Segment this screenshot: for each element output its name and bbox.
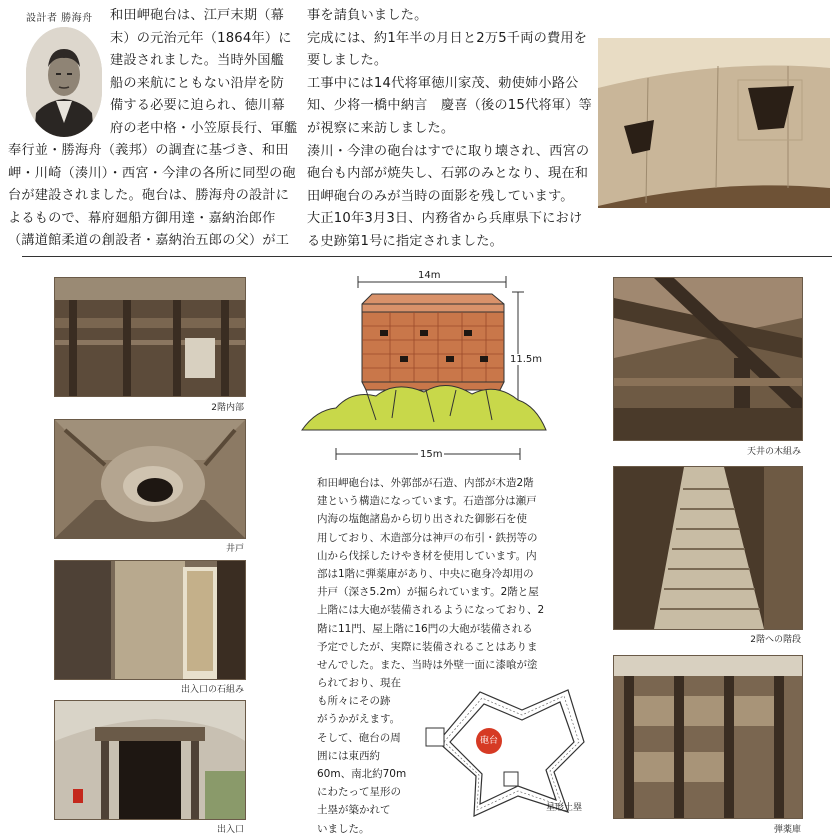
structure-line: られており、現在 [317,677,401,689]
structure-line: 階に11門、屋上階に16門の大砲が装備される [317,622,533,635]
intro-line: 船の来航にともない沿岸を防 [110,75,285,91]
caption-stairs: 2階への階段 [750,635,801,645]
section-divider [22,256,832,257]
photo-stone-wall-embrasures [598,38,830,208]
photo-ceiling-framework [613,277,803,441]
intro-line: （講道館柔道の創設者・嘉納治五郎の父）が工 [8,233,290,249]
structure-line: 囲には東西約 [317,749,380,762]
caption-entrance-stonework: 出入口の石組み [180,685,244,695]
caption-entrance: 出入口 [216,825,244,835]
intro-line: 備する必要に迫られ、徳川幕 [110,98,285,114]
photo-entrance [54,700,246,820]
intro-line: 末）の元治元年（1864年）に [110,30,292,46]
dim-width-top: 14m [418,270,441,281]
dim-height: 11.5m [510,354,543,365]
star-earthwork-plan [418,676,608,826]
photo-magazine [613,655,803,819]
intro-text [110,5,300,141]
photo-entrance-stonework [54,560,246,680]
intro-line: 台が建設されました。砲台は、勝海舟の設計に [8,188,290,204]
history-line: 要しました。 [307,53,388,69]
structure-line: 部は1階に弾薬庫があり、中央に砲身冷却用の [317,568,534,581]
structure-line: にわたって星形の [317,786,401,799]
history-line: 田岬砲台のみが当時の面影を残しています。 [307,188,574,204]
structure-line: 土塁が築かれて [317,804,391,817]
history-line: 工事中には14代将軍徳川家茂、勅使姉小路公 [307,75,579,91]
structure-line: そして、砲台の周 [317,731,401,744]
history-line: 大正10年3月3日、内務省から兵庫県下におけ [307,211,583,227]
photo-stairs-to-second-floor [613,466,803,630]
history-line: る史跡第1号に指定されました。 [307,233,504,249]
history-line: 完成には、約1年半の月日と2万5千両の費用を [307,30,588,46]
intro-line: よるもので、幕府廻船方御用達・嘉納治郎作 [8,210,276,226]
structure-line: いました。 [317,822,370,835]
structure-line: 内海の塩飽諸島から切り出された御影石を使 [317,513,527,526]
structure-line: 建という構造になっています。石造部分は瀬戸 [317,495,537,508]
caption-ceiling-framework: 天井の木組み [746,447,801,457]
photo-second-floor-interior [54,277,246,397]
structure-line: 用しており、木造部分は神戸の布引・鉄拐等の [317,531,538,544]
intro-text-wide [8,140,303,253]
battery-badge: 砲台 [476,728,502,754]
caption-magazine: 弾薬庫 [773,825,801,835]
structure-line: 60m、南北約70m [317,768,407,781]
structure-line: も所々にその跡 [317,695,391,708]
dim-width-bottom: 15m [420,449,443,460]
photo-well [54,419,246,539]
history-line: が視察に来訪しました。 [307,120,455,136]
structure-line: がうかがえます。 [317,713,401,726]
history-line: 砲台も内部が焼失し、石郭のみとなり、現在和 [307,166,589,182]
structure-text-narrow [317,674,417,838]
intro-line: 和田岬砲台は、江戸末期（幕 [110,8,285,23]
intro-line: 奉行並・勝海舟（義邦）の調査に基づき、和田 [8,143,289,158]
portrait-caption: 設計者 勝海舟 [26,13,93,24]
structure-text [317,474,605,674]
history-line: 湊川・今津の砲台はすでに取り壊され、西宮の [307,143,590,159]
battery-elevation-diagram [296,270,596,470]
history-text [307,5,597,254]
history-line: 知、少将一橋中納言 慶喜（後の15代将軍）等 [307,98,592,114]
structure-line: せんでした。また、当時は外壁一面に漆喰が塗 [317,659,538,672]
portrait-katsu-kaishu [26,27,102,137]
intro-line: 建設されました。当時外国艦 [110,53,285,69]
structure-line: 上階には大砲が装備されるようになっており、2 [317,604,545,617]
portrait-image [26,27,102,137]
structure-line: 井戸（深さ5.2m）が掘られています。2階と屋 [317,586,539,599]
structure-line: 和田岬砲台は、外郭部が石造、内部が木造2階 [317,477,534,489]
intro-line: 府の老中格・小笠原長行、軍艦 [110,120,298,136]
intro-line: 岬・川崎（湊川）・西宮・今津の各所に同型の砲 [8,165,296,181]
plan-caption: 星形土塁 [546,803,583,813]
structure-line: 山から伐採したけやき材を使用しています。内 [317,549,537,562]
history-line: 事を請負いました。 [307,8,428,23]
caption-well: 井戸 [225,544,244,554]
caption-second-floor: 2階内部 [211,403,244,413]
structure-line: 予定でしたが、実際に装備されることはありま [317,640,538,653]
